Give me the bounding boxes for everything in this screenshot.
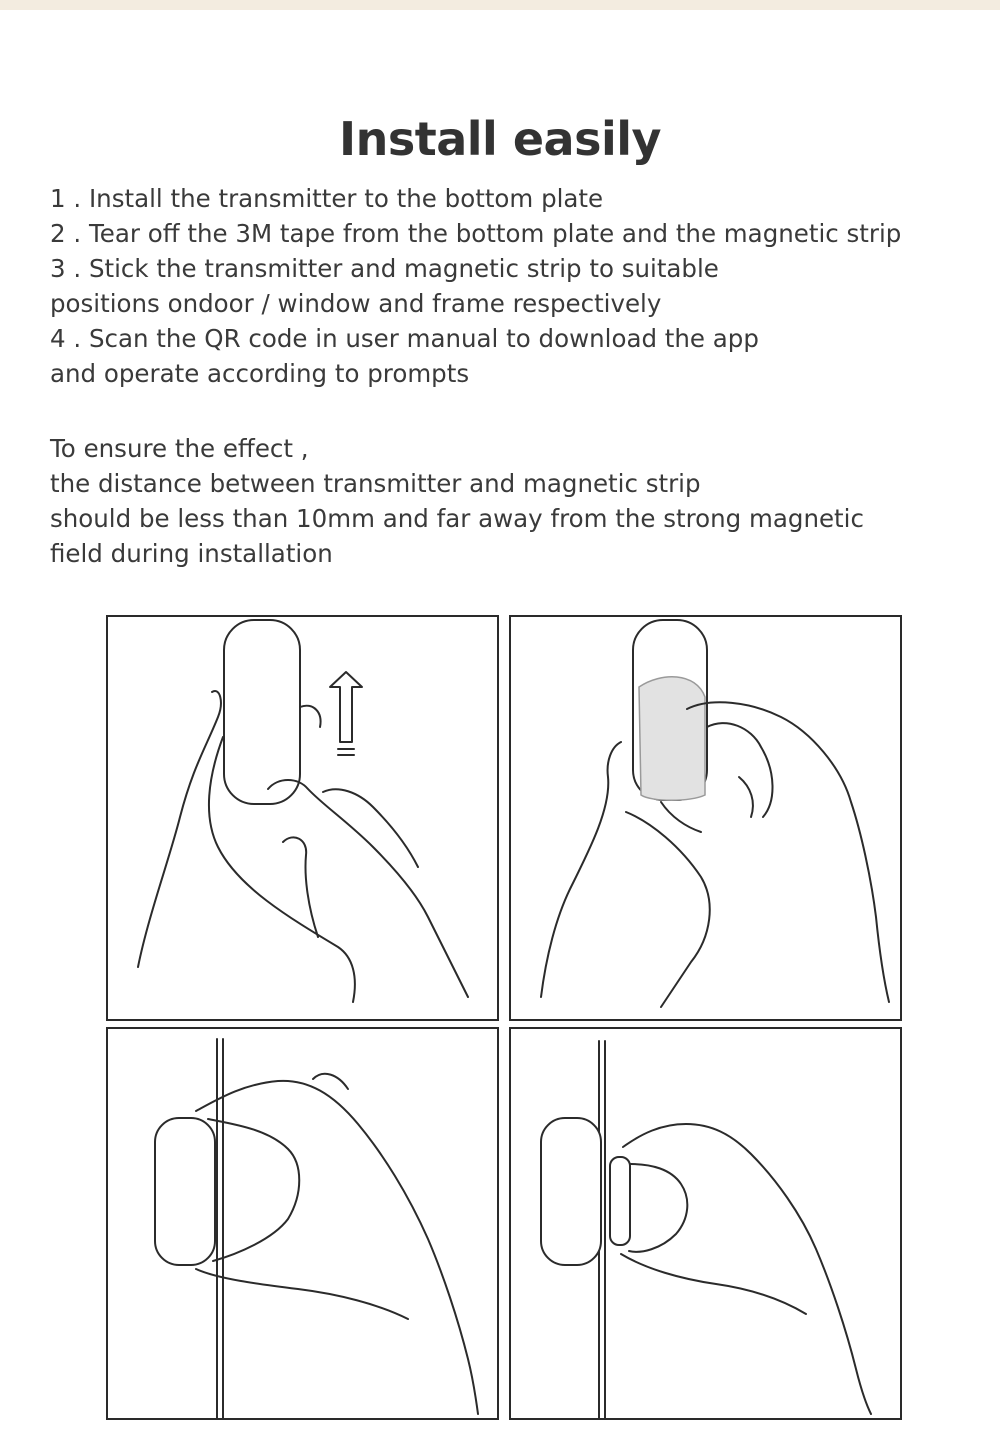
illustration-step-4 [509, 1027, 902, 1420]
illustration-step-1 [106, 615, 499, 1021]
top-decorative-band [0, 0, 1000, 10]
step-line-3: 3 . Stick the transmitter and magnetic strip to suitable [50, 254, 719, 283]
installation-note [50, 431, 980, 571]
hand-sticking-magnetic-strip-icon [511, 1029, 900, 1418]
hand-sticking-transmitter-icon [108, 1029, 497, 1418]
hand-sliding-transmitter-icon [108, 617, 497, 1019]
step-line-2: 2 . Tear off the 3M tape from the bottom plate and the magnetic strip [50, 219, 902, 248]
step-line-4-cont: and operate according to prompts [50, 359, 470, 388]
step-line-3-cont: positions ondoor / window and frame respectively [50, 289, 662, 318]
note-line-4: field during installation [50, 539, 333, 568]
illustration-step-3 [106, 1027, 499, 1420]
illustration-step-2 [509, 615, 902, 1021]
note-line-2: the distance between transmitter and magnetic strip [50, 469, 701, 498]
note-line-3: should be less than 10mm and far away from the strong magnetic [50, 504, 864, 533]
page-title: Install easily [339, 112, 661, 166]
note-line-1: To ensure the effect , [50, 434, 309, 463]
hand-peeling-tape-icon [511, 617, 900, 1019]
step-line-4: 4 . Scan the QR code in user manual to download the app [50, 324, 759, 353]
install-steps [50, 181, 980, 391]
step-line-1: 1 . Install the transmitter to the bottom plate [50, 184, 604, 213]
